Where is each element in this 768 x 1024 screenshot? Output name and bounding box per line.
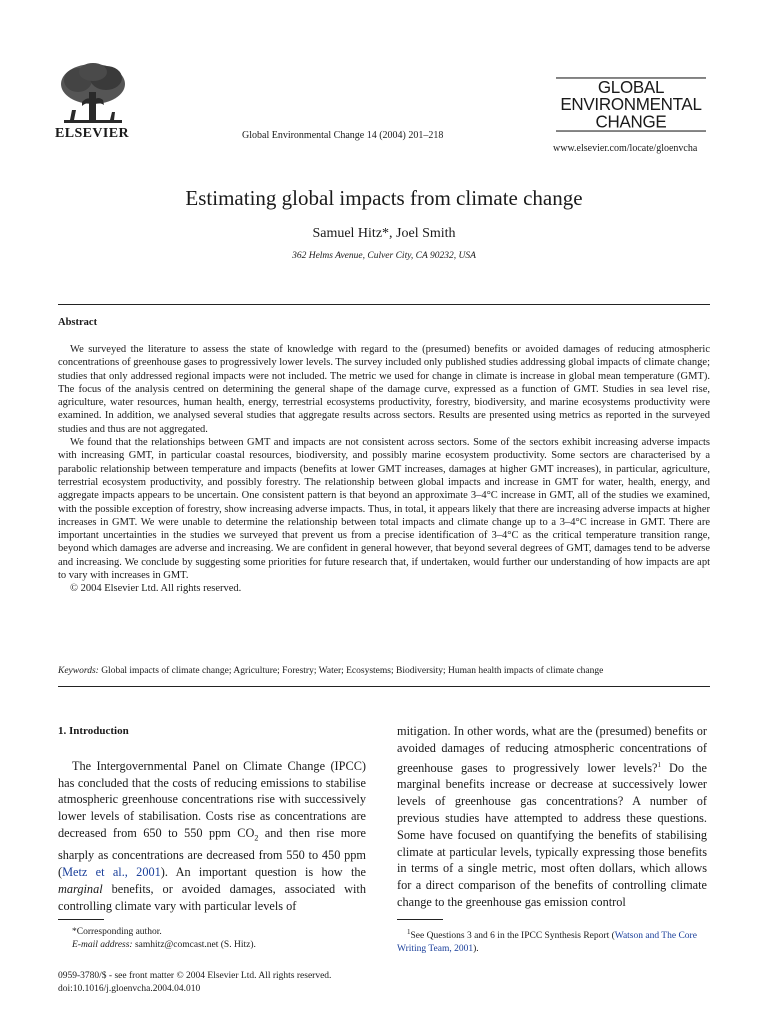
abstract-paragraph-1: We surveyed the literature to assess the state of knowledge with regard to the (presumed) benefits or avoided damages of reducing atmospheric concentrations of greenhouse gases to progressively lower levels. The survey included only published studies addressing global impacts of climate change; studies that only addressed regional impacts were not included. The metric we used for change in climate is increase in global mean temperature (GMT). The focus of the analysis centred on determining the general shape of the damage curve, expressed as a function of GMT. Studies in sea level rise, agriculture, water resources, human health, energy, terrestrial ecosystems productivity, forestry, biodiversity, and marine ecosystems productivity were examined. In addition, we analysed several studies that aggregate results across sectors. Results are presented using metrics as reported in the surveyed studies and thus are not aggregated. (58, 344, 710, 435)
abstract-paragraph-2: We found that the relationships between GMT and impacts are not consistent across sectors. Some of the sectors exhibit increasing adverse impacts with increasing GMT, in particular coastal resources, biodiversity, and possibly marine ecosystem productivity. Some sectors are characterised by a parabolic relationship between temperature and impacts (benefits at lower GMT increases, damages at higher GMT increases), in particular, agriculture, terrestrial ecosystem productivity, and possibly forestry. The relationship between global impacts and increase in GMT for water, health, energy, and aggregate impacts appears to be uncertain. One consistent pattern is that beyond an approximate 3–4°C increase in GMT, all of the studies we examined, with the possible exception of forestry, show increasing adverse impacts. Thus, in total, it appears likely that there are increasing adverse impacts at higher increases in GMT. We were unable to determine the relationship between total impacts and climate change up to a 3–4°C increase in GMT. There are important uncertainties in the studies we surveyed that prevent us from a precise identification of 3–4°C as the critical temperature transition range, beyond which damages are adverse and increasing. We are confident in general however, that beyond several degrees of GMT, damages tend to be adverse and increasing. We conclude by suggesting some priorities for future research that, if undertaken, would further our understanding of how impacts are apt to vary with increases in GMT. (58, 437, 710, 582)
email-label: E-mail address: (72, 940, 133, 950)
keywords-line (58, 666, 710, 676)
intro-paragraph-continued: mitigation. In other words, what are the (presumed) benefits or avoided damages of reducing atmospheric concentrations of greenhouse gases to progressively lower levels?$^1$ Do the marginal benefits increase or decrease at successively lower levels of greenhouse gas concentrations? A number of previous studies have attempted to address these questions. Some have focused on quantifying the benefits of stabilising climate at particular levels, typically expressing those benefits in terms of a single metric, most often dollars, which allows for a direct comparison of the benefits of controlling climate change to the greenhouse gas emission control (397, 724, 707, 910)
journal-logo-line-3: CHANGE (556, 113, 706, 131)
author-affiliation: 362 Helms Avenue, Culver City, CA 90232, USA (292, 251, 476, 261)
article-authors: Samuel Hitz*, Joel Smith (312, 226, 456, 241)
journal-logo (556, 77, 706, 131)
corresponding-author-note: *Corresponding author. (72, 927, 162, 937)
footnote-1: $^1$See Questions 3 and 6 in the IPCC Synthesis Report (Watson and The Core Writing Team, 2001). (397, 928, 697, 955)
footnote-rule-left (58, 919, 104, 920)
publisher-name: ELSEVIER (55, 126, 130, 141)
doi-line[interactable]: doi:10.1016/j.gloenvcha.2004.04.010 (58, 984, 201, 994)
abstract-top-rule (58, 304, 710, 305)
footnote-marker[interactable]: 1 (657, 760, 661, 769)
abstract-copyright: © 2004 Elsevier Ltd. All rights reserved. (70, 583, 242, 595)
keywords-list: Global impacts of climate change; Agriculture; Forestry; Water; Ecosystems; Biodiversity; Human health impacts of climate change (101, 666, 604, 676)
citation-link[interactable]: Metz et al., 2001 (62, 865, 161, 880)
abstract-body (58, 343, 710, 596)
elsevier-tree-logo (58, 62, 128, 128)
footnote-rule-right (397, 919, 443, 920)
body-column-left (58, 723, 366, 914)
journal-logo-line-2: ENVIRONMENTAL (560, 94, 702, 115)
body-column-right (397, 723, 707, 911)
journal-url[interactable]: www.elsevier.com/locate/gloenvcha (553, 143, 698, 154)
journal-logo-line-1: GLOBAL (556, 77, 706, 95)
journal-reference: Global Environmental Change 14 (2004) 201–218 (242, 130, 444, 141)
front-matter-info (58, 970, 331, 996)
email-note (58, 939, 368, 952)
footnote-corresponding-author (58, 926, 368, 952)
section-heading-introduction: 1. Introduction (58, 725, 129, 737)
issn-line: 0959-3780/$ - see front matter © 2004 Elsevier Ltd. All rights reserved. (58, 971, 332, 981)
footnote-citation-link[interactable]: Watson and The Core Writing Team, 2001 (397, 931, 697, 955)
article-title: Estimating global impacts from climate change (185, 186, 583, 210)
abstract-bottom-rule (58, 686, 710, 687)
email-value[interactable]: samhitz@comcast.net (S. Hitz). (132, 940, 256, 950)
intro-paragraph: The Intergovernmental Panel on Climate Change (IPCC) has concluded that the costs of reducing emissions to stabilise atmospheric greenhouse concentrations rise with successively lower levels of stabilisation. Costs rise as concentrations are decreased from 650 to 550 ppm $CO_2$ and then rise more sharply as concentrations are decreased from 550 to 450 ppm (Metz et al., 2001). An important question is how the marginal benefits, or avoided damages, associated with controlling climate vary with particular levels of (58, 758, 367, 913)
keywords-label: Keywords: (58, 666, 99, 676)
abstract-heading: Abstract (58, 317, 98, 328)
